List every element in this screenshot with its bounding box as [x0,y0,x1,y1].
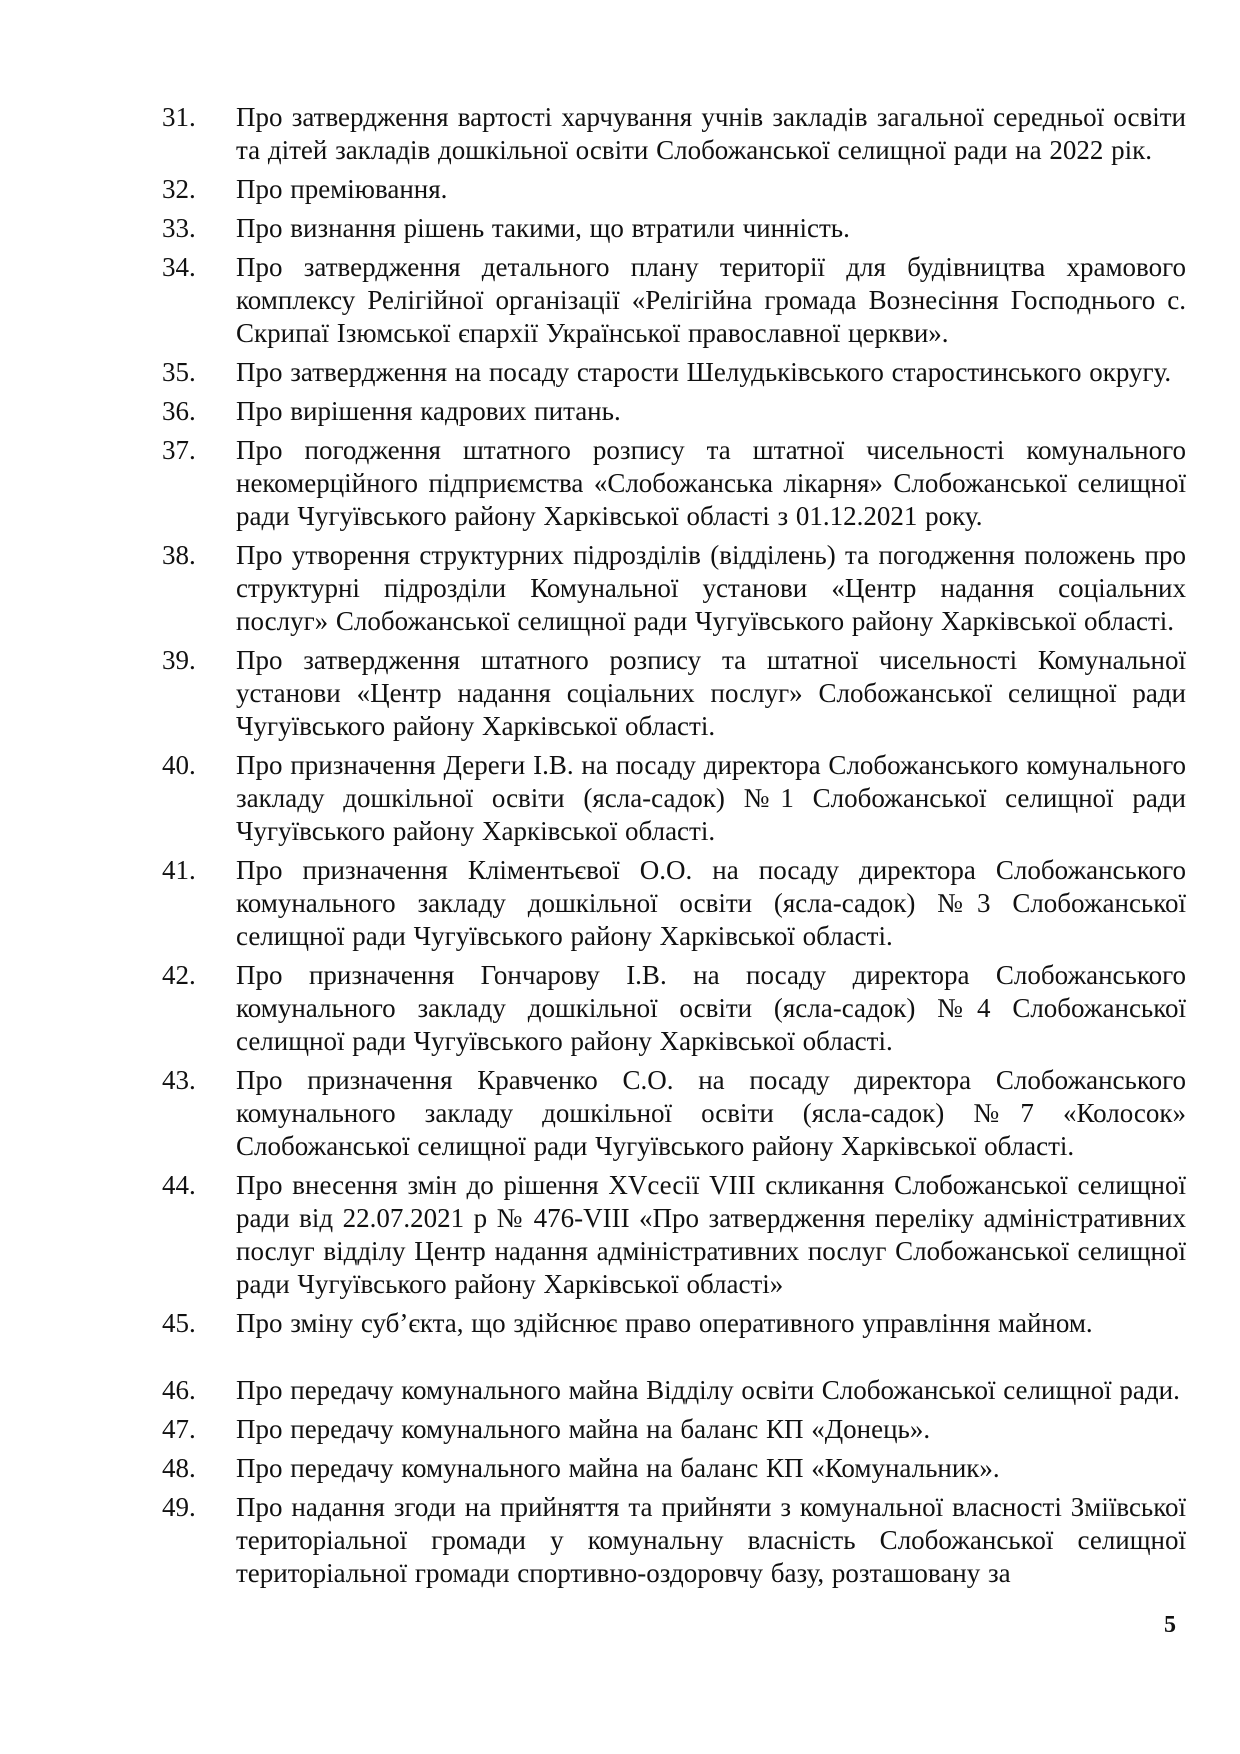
item-number: 34. [162,252,196,282]
item-text: Про передачу комунального майна на баланс КП «Донець». [236,1414,931,1444]
item-number: 46. [162,1375,196,1405]
item-text: Про призначення Гончарову І.В. на посаду директора Слобожанського комунального закладу дошкільної освіти (ясла-садок) №4 Слобожанської селищної ради Чугуївського району Харківської області. [236,960,1186,1056]
item-text: Про зміну суб’єкта, що здійснює право оперативного управління майном. [236,1308,1093,1338]
agenda-item-40 [162,749,1186,848]
agenda-item-45 [162,1307,1186,1340]
item-text: Про визнання рішень такими, що втратили чинність. [236,213,850,243]
agenda-item-43 [162,1064,1186,1163]
item-number: 41. [162,855,196,885]
item-number: 36. [162,396,196,426]
item-number: 38. [162,540,196,570]
item-number: 44. [162,1170,196,1200]
item-number: 39. [162,645,196,675]
agenda-item-34 [162,251,1186,350]
item-number: 33. [162,213,196,243]
item-number: 42. [162,960,196,990]
item-number: 35. [162,357,196,387]
item-text: Про затвердження штатного розпису та штатної чисельності Комунальної установи «Центр надання соціальних послуг» Слобожанської селищної ради Чугуївського району Харківської області. [236,645,1186,741]
agenda-list [162,101,1186,1596]
agenda-item-32 [162,173,1186,206]
agenda-item-46 [162,1374,1186,1407]
item-number: 43. [162,1065,196,1095]
item-number: 48. [162,1453,196,1483]
agenda-item-38 [162,539,1186,638]
agenda-item-36 [162,395,1186,428]
item-text: Про затвердження на посаду старости Шелудьківського старостинського округу. [236,357,1172,387]
item-text: Про затвердження вартості харчування учнів закладів загальної середньої освіти та дітей закладів дошкільної освіти Слобожанської селищної ради на 2022 рік. [236,102,1186,165]
agenda-item-35 [162,356,1186,389]
item-text: Про призначення Кравченко С.О. на посаду директора Слобожанського комунального закладу дошкільної освіти (ясла-садок) №7 «Колосок» Слобожанської селищної ради Чугуївського району Харківської області. [236,1065,1186,1161]
item-text: Про вирішення кадрових питань. [236,396,621,426]
agenda-item-37 [162,434,1186,533]
item-number: 37. [162,435,196,465]
item-number: 49. [162,1492,196,1522]
agenda-item-41 [162,854,1186,953]
item-text: Про передачу комунального майна Відділу освіти Слобожанської селищної ради. [236,1375,1180,1405]
item-number: 31. [162,102,196,132]
agenda-item-39 [162,644,1186,743]
item-text: Про затвердження детального плану території для будівництва храмового комплексу Релігійної організації «Релігійна громада Вознесіння Господнього с. Скрипаї Ізюмської єпархії Української православної церкви». [236,252,1186,348]
item-text: Про погодження штатного розпису та штатної чисельності комунального некомерційного підприємства «Слобожанська лікарня» Слобожанської селищної ради Чугуївського району Харківської області з 01.12.2021 року. [236,435,1186,531]
agenda-item-33 [162,212,1186,245]
item-number: 45. [162,1308,196,1338]
agenda-item-31 [162,101,1186,167]
agenda-item-44 [162,1169,1186,1301]
agenda-item-42 [162,959,1186,1058]
item-number: 47. [162,1414,196,1444]
item-text: Про надання згоди на прийняття та прийняти з комунальної власності Зміївської територіальної громади у комунальну власність Слобожанської селищної територіальної громади спортивно-оздоровчу базу, розташовану за [236,1492,1186,1588]
item-text: Про преміювання. [236,174,448,204]
item-text: Про утворення структурних підрозділів (відділень) та погодження положень про структурні підрозділи Комунальної установи «Центр надання соціальних послуг» Слобожанської селищної ради Чугуївського району Харківської області. [236,540,1186,636]
item-number: 32. [162,174,196,204]
agenda-item-47 [162,1413,1186,1446]
item-text: Про призначення Дереги І.В. на посаду директора Слобожанського комунального закладу дошкільної освіти (ясла-садок) №1 Слобожанської селищної ради Чугуївського району Харківської області. [236,750,1186,846]
agenda-item-49 [162,1491,1186,1590]
page-number: 5 [1164,1612,1176,1638]
item-text: Про призначення Кліментьєвої О.О. на посаду директора Слобожанського комунального закладу дошкільної освіти (ясла-садок) №3 Слобожанської селищної ради Чугуївського району Харківської області. [236,855,1186,951]
item-number: 40. [162,750,196,780]
agenda-item-48 [162,1452,1186,1485]
item-text: Про внесення змін до рішення XVсесії VIII скликання Слобожанської селищної ради від 22.07.2021 р № 476-VIII «Про затвердження переліку адміністративних послуг відділу Центр надання адміністративних послуг Слобожанської селищної ради Чугуївського району Харківської області» [236,1170,1186,1299]
item-text: Про передачу комунального майна на баланс КП «Комунальник». [236,1453,1000,1483]
